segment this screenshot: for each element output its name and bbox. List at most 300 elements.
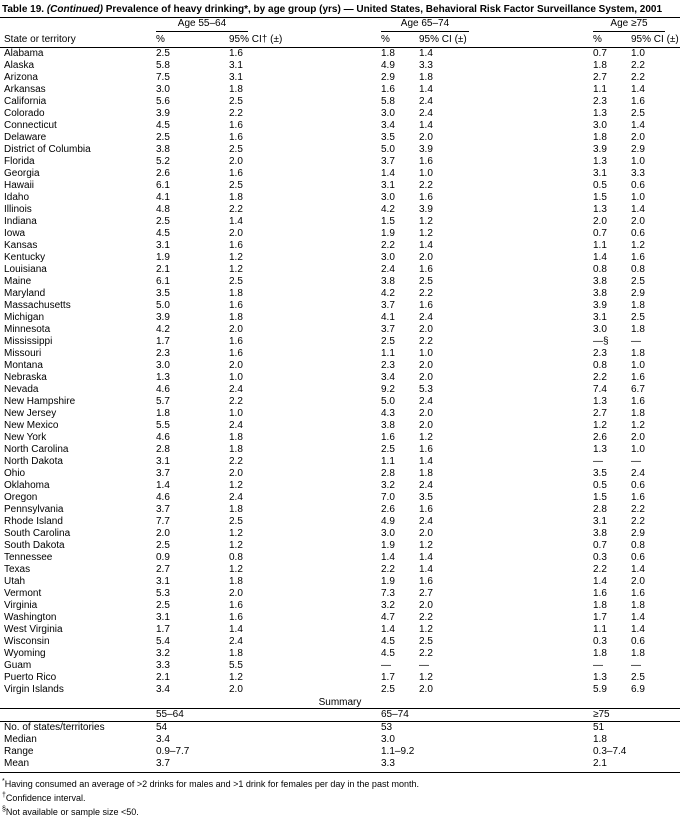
pct-65-74: 5.0 bbox=[381, 143, 395, 155]
ci-65-74: 1.4 bbox=[419, 455, 433, 467]
ci-65-74: 2.0 bbox=[419, 359, 433, 371]
pct-75-plus: 3.5 bbox=[593, 467, 607, 479]
table-title-label: Table 19. bbox=[2, 4, 45, 15]
state-name: Guam bbox=[4, 659, 32, 671]
ci-75-plus: 0.6 bbox=[631, 551, 645, 563]
state-name: Puerto Rico bbox=[4, 671, 57, 683]
ci-75-plus: 2.2 bbox=[631, 503, 645, 515]
state-name: Vermont bbox=[4, 587, 42, 599]
ci-55-64: 2.4 bbox=[229, 419, 243, 431]
pct-65-74: 4.2 bbox=[381, 203, 395, 215]
ci-65-74: 2.0 bbox=[419, 323, 433, 335]
pct-65-74: 2.9 bbox=[381, 71, 395, 83]
ci-header-1: 95% CI† (±) bbox=[225, 32, 377, 47]
ci-65-74: 2.0 bbox=[419, 407, 433, 419]
table-row bbox=[0, 372, 680, 384]
ci-65-74: 1.2 bbox=[419, 539, 433, 551]
pct-55-64: 3.4 bbox=[156, 683, 170, 695]
ci-75-plus: 2.5 bbox=[631, 311, 645, 323]
pct-65-74: 1.8 bbox=[381, 47, 395, 59]
summary-row-label: Mean bbox=[0, 758, 152, 773]
ci-65-74: 2.2 bbox=[419, 647, 433, 659]
pct-65-74: 3.0 bbox=[381, 107, 395, 119]
pct-65-74: 1.4 bbox=[381, 551, 395, 563]
pct-65-74: 3.7 bbox=[381, 155, 395, 167]
state-name: Florida bbox=[4, 155, 35, 167]
pct-65-74: 1.4 bbox=[381, 623, 395, 635]
table-row bbox=[0, 336, 680, 348]
ci-75-plus: 1.6 bbox=[631, 491, 645, 503]
ci-75-plus: 2.2 bbox=[631, 59, 645, 71]
pct-75-plus: 2.3 bbox=[593, 95, 607, 107]
table-row bbox=[0, 240, 680, 252]
pct-75-plus: 1.8 bbox=[593, 599, 607, 611]
ci-75-plus: 1.8 bbox=[631, 407, 645, 419]
pct-75-plus: 0.8 bbox=[593, 263, 607, 275]
ci-55-64: 1.4 bbox=[229, 623, 243, 635]
table-row bbox=[0, 588, 680, 600]
pct-75-plus: 0.5 bbox=[593, 179, 607, 191]
pct-55-64: 3.1 bbox=[156, 239, 170, 251]
summary-value: 1.1–9.2 bbox=[381, 746, 415, 757]
footnote-marker: § bbox=[2, 806, 6, 813]
ci-55-64: 1.6 bbox=[229, 119, 243, 131]
ci-55-64: 2.2 bbox=[229, 395, 243, 407]
table-row bbox=[0, 132, 680, 144]
pct-header-1: % bbox=[152, 32, 225, 47]
table-row bbox=[0, 384, 680, 396]
pct-55-64: 3.7 bbox=[156, 467, 170, 479]
state-name: Mississippi bbox=[4, 335, 53, 347]
ci-55-64: 1.6 bbox=[229, 167, 243, 179]
state-name: Minnesota bbox=[4, 323, 51, 335]
ci-55-64: 1.8 bbox=[229, 503, 243, 515]
pct-75-plus: 1.3 bbox=[593, 107, 607, 119]
pct-55-64: 2.5 bbox=[156, 47, 170, 59]
state-name: Utah bbox=[4, 575, 26, 587]
table-row bbox=[0, 504, 680, 516]
ci-55-64: 2.0 bbox=[229, 467, 243, 479]
pct-55-64: 2.5 bbox=[156, 539, 170, 551]
ci-75-plus: 1.4 bbox=[631, 83, 645, 95]
ci-65-74: 1.8 bbox=[419, 467, 433, 479]
ci-75-plus: 1.8 bbox=[631, 323, 645, 335]
pct-55-64: 5.8 bbox=[156, 59, 170, 71]
ci-75-plus: 1.4 bbox=[631, 611, 645, 623]
state-name: West Virginia bbox=[4, 623, 63, 635]
state-name: Arizona bbox=[4, 71, 38, 83]
pct-55-64: 3.2 bbox=[156, 647, 170, 659]
summary-row-count bbox=[0, 722, 680, 735]
table-row bbox=[0, 600, 680, 612]
pct-65-74: 7.3 bbox=[381, 587, 395, 599]
state-name: Virgin Islands bbox=[4, 683, 64, 695]
table-row bbox=[0, 252, 680, 264]
ci-55-64: 1.8 bbox=[229, 647, 243, 659]
pct-55-64: 3.0 bbox=[156, 83, 170, 95]
table-row bbox=[0, 72, 680, 84]
ci-55-64: 1.6 bbox=[229, 239, 243, 251]
ci-75-plus: 2.5 bbox=[631, 107, 645, 119]
ci-65-74: 2.0 bbox=[419, 371, 433, 383]
ci-75-plus: — bbox=[631, 335, 641, 347]
ci-65-74: 1.6 bbox=[419, 575, 433, 587]
pct-55-64: 3.9 bbox=[156, 107, 170, 119]
pct-75-plus: 1.3 bbox=[593, 395, 607, 407]
pct-65-74: 3.5 bbox=[381, 131, 395, 143]
pct-55-64: 3.1 bbox=[156, 611, 170, 623]
summary-section-title: Summary bbox=[0, 696, 680, 709]
ci-55-64: 2.0 bbox=[229, 155, 243, 167]
table-row bbox=[0, 528, 680, 540]
table-row bbox=[0, 552, 680, 564]
pct-55-64: 4.2 bbox=[156, 323, 170, 335]
pct-75-plus: 2.7 bbox=[593, 407, 607, 419]
ci-65-74: 2.0 bbox=[419, 131, 433, 143]
ci-75-plus: 2.9 bbox=[631, 287, 645, 299]
pct-75-plus: 2.0 bbox=[593, 215, 607, 227]
ci-55-64: 1.4 bbox=[229, 215, 243, 227]
state-name: Indiana bbox=[4, 215, 37, 227]
ci-55-64: 1.2 bbox=[229, 527, 243, 539]
summary-header-row bbox=[0, 709, 680, 722]
pct-65-74: 2.2 bbox=[381, 563, 395, 575]
ci-55-64: 2.0 bbox=[229, 227, 243, 239]
pct-65-74: 1.9 bbox=[381, 227, 395, 239]
pct-65-74: 1.5 bbox=[381, 215, 395, 227]
ci-55-64: 1.8 bbox=[229, 431, 243, 443]
ci-55-64: 1.0 bbox=[229, 371, 243, 383]
pct-55-64: 4.1 bbox=[156, 191, 170, 203]
age-group-header-row bbox=[0, 18, 680, 32]
ci-75-plus: 0.6 bbox=[631, 179, 645, 191]
pct-55-64: 3.1 bbox=[156, 455, 170, 467]
state-name: North Dakota bbox=[4, 455, 63, 467]
pct-65-74: 3.0 bbox=[381, 251, 395, 263]
state-name: Idaho bbox=[4, 191, 30, 203]
table-row bbox=[0, 396, 680, 408]
ci-55-64: 1.6 bbox=[229, 131, 243, 143]
summary-value: 0.3–7.4 bbox=[593, 746, 627, 757]
pct-65-74: 1.1 bbox=[381, 347, 395, 359]
ci-55-64: 2.0 bbox=[229, 587, 243, 599]
ci-65-74: 2.2 bbox=[419, 287, 433, 299]
ci-header-2: 95% CI (±) bbox=[415, 32, 589, 47]
ci-65-74: 2.0 bbox=[419, 527, 433, 539]
state-name: Pennsylvania bbox=[4, 503, 64, 515]
pct-65-74: 1.1 bbox=[381, 455, 395, 467]
ci-55-64: 3.1 bbox=[229, 71, 243, 83]
summary-table bbox=[0, 709, 680, 774]
ci-65-74: 5.3 bbox=[419, 383, 433, 395]
ci-55-64: 1.8 bbox=[229, 443, 243, 455]
pct-55-64: 4.8 bbox=[156, 203, 170, 215]
ci-65-74: 1.0 bbox=[419, 167, 433, 179]
pct-55-64: 1.8 bbox=[156, 407, 170, 419]
pct-55-64: 1.7 bbox=[156, 623, 170, 635]
ci-55-64: 2.4 bbox=[229, 383, 243, 395]
state-name: Washington bbox=[4, 611, 57, 623]
table-row bbox=[0, 540, 680, 552]
table-row bbox=[0, 480, 680, 492]
pct-55-64: 2.7 bbox=[156, 563, 170, 575]
pct-75-plus: 1.1 bbox=[593, 623, 607, 635]
ci-75-plus: 2.4 bbox=[631, 467, 645, 479]
ci-55-64: 1.0 bbox=[229, 407, 243, 419]
table-title-continued: (Continued) bbox=[46, 4, 103, 15]
pct-55-64: 2.5 bbox=[156, 599, 170, 611]
ci-75-plus: 2.0 bbox=[631, 131, 645, 143]
pct-75-plus: 1.8 bbox=[593, 131, 607, 143]
pct-55-64: 5.7 bbox=[156, 395, 170, 407]
ci-75-plus: 1.0 bbox=[631, 155, 645, 167]
table-row bbox=[0, 360, 680, 372]
pct-75-plus: 3.9 bbox=[593, 299, 607, 311]
pct-65-74: 5.8 bbox=[381, 95, 395, 107]
state-name: Michigan bbox=[4, 311, 45, 323]
ci-55-64: 1.6 bbox=[229, 611, 243, 623]
pct-65-74: 4.5 bbox=[381, 635, 395, 647]
summary-row-mean bbox=[0, 758, 680, 773]
pct-75-plus: 3.8 bbox=[593, 275, 607, 287]
ci-55-64: 1.8 bbox=[229, 191, 243, 203]
state-name: Wisconsin bbox=[4, 635, 50, 647]
pct-75-plus: 1.7 bbox=[593, 611, 607, 623]
summary-col-55-64: 55–64 bbox=[152, 709, 377, 722]
ci-75-plus: 1.6 bbox=[631, 251, 645, 263]
pct-55-64: 7.5 bbox=[156, 71, 170, 83]
ci-55-64: 1.2 bbox=[229, 563, 243, 575]
pct-65-74: 2.6 bbox=[381, 503, 395, 515]
summary-value: 53 bbox=[381, 722, 393, 733]
pct-55-64: 2.1 bbox=[156, 671, 170, 683]
ci-75-plus: 1.4 bbox=[631, 623, 645, 635]
ci-75-plus: 0.6 bbox=[631, 479, 645, 491]
pct-65-74: 3.2 bbox=[381, 479, 395, 491]
ci-65-74: 2.0 bbox=[419, 251, 433, 263]
table-row bbox=[0, 516, 680, 528]
table-row bbox=[0, 432, 680, 444]
pct-75-plus: 2.7 bbox=[593, 71, 607, 83]
footnote-not-available bbox=[2, 804, 678, 818]
table-row bbox=[0, 312, 680, 324]
pct-65-74: 3.4 bbox=[381, 119, 395, 131]
summary-row-label: Median bbox=[4, 734, 37, 745]
summary-value: 54 bbox=[156, 722, 168, 733]
ci-55-64: 2.4 bbox=[229, 635, 243, 647]
ci-75-plus: 2.2 bbox=[631, 71, 645, 83]
pct-55-64: 1.3 bbox=[156, 371, 170, 383]
table-row bbox=[0, 47, 680, 60]
ci-75-plus: 1.0 bbox=[631, 359, 645, 371]
ci-65-74: 1.2 bbox=[419, 227, 433, 239]
ci-65-74: 2.2 bbox=[419, 179, 433, 191]
pct-75-plus: 0.5 bbox=[593, 479, 607, 491]
state-name: South Carolina bbox=[4, 527, 71, 539]
footnote-text: Confidence interval. bbox=[5, 793, 86, 803]
table-row bbox=[0, 348, 680, 360]
pct-55-64: 3.8 bbox=[156, 143, 170, 155]
ci-65-74: 2.4 bbox=[419, 515, 433, 527]
ci-75-plus: 2.5 bbox=[631, 671, 645, 683]
ci-75-plus: 2.5 bbox=[631, 275, 645, 287]
ci-55-64: 2.5 bbox=[229, 515, 243, 527]
ci-header-3: 95% CI (±) bbox=[627, 32, 680, 47]
pct-65-74: 3.2 bbox=[381, 599, 395, 611]
ci-55-64: 1.2 bbox=[229, 263, 243, 275]
ci-65-74: 1.4 bbox=[419, 563, 433, 575]
state-name: Kentucky bbox=[4, 251, 46, 263]
pct-75-plus: 3.8 bbox=[593, 287, 607, 299]
table-row bbox=[0, 456, 680, 468]
state-name: California bbox=[4, 95, 47, 107]
ci-65-74: 1.4 bbox=[419, 47, 433, 59]
state-name: Colorado bbox=[4, 107, 45, 119]
ci-65-74: 1.2 bbox=[419, 671, 433, 683]
summary-col-75-plus: ≥75 bbox=[589, 709, 680, 722]
summary-value: 1.8 bbox=[593, 734, 607, 745]
table-row bbox=[0, 420, 680, 432]
ci-65-74: 2.0 bbox=[419, 599, 433, 611]
pct-65-74: 2.8 bbox=[381, 467, 395, 479]
prevalence-table bbox=[0, 18, 680, 696]
table-row bbox=[0, 672, 680, 684]
pct-75-plus: 3.1 bbox=[593, 167, 607, 179]
ci-65-74: 1.4 bbox=[419, 239, 433, 251]
pct-55-64: 2.5 bbox=[156, 215, 170, 227]
pct-65-74: 4.9 bbox=[381, 59, 395, 71]
pct-header-2: % bbox=[377, 32, 415, 47]
pct-55-64: 5.3 bbox=[156, 587, 170, 599]
pct-65-74: 5.0 bbox=[381, 395, 395, 407]
pct-55-64: 2.6 bbox=[156, 167, 170, 179]
pct-75-plus: 1.3 bbox=[593, 671, 607, 683]
state-name: Nevada bbox=[4, 383, 39, 395]
pct-55-64: 0.9 bbox=[156, 551, 170, 563]
state-name: New Mexico bbox=[4, 419, 59, 431]
ci-65-74: 3.9 bbox=[419, 203, 433, 215]
pct-55-64: 3.5 bbox=[156, 287, 170, 299]
ci-75-plus: 1.6 bbox=[631, 371, 645, 383]
table-row bbox=[0, 492, 680, 504]
ci-55-64: 3.1 bbox=[229, 59, 243, 71]
ci-55-64: 2.0 bbox=[229, 683, 243, 695]
table-row bbox=[0, 96, 680, 108]
pct-75-plus: 1.1 bbox=[593, 83, 607, 95]
pct-55-64: 2.1 bbox=[156, 263, 170, 275]
pct-65-74: 4.9 bbox=[381, 515, 395, 527]
state-name: New Jersey bbox=[4, 407, 57, 419]
state-name: Nebraska bbox=[4, 371, 47, 383]
ci-65-74: 1.6 bbox=[419, 155, 433, 167]
state-name: Rhode Island bbox=[4, 515, 63, 527]
table-row bbox=[0, 108, 680, 120]
pct-55-64: 5.2 bbox=[156, 155, 170, 167]
ci-65-74: 1.4 bbox=[419, 119, 433, 131]
pct-75-plus: 2.2 bbox=[593, 563, 607, 575]
ci-75-plus: 1.6 bbox=[631, 95, 645, 107]
ci-75-plus: 1.8 bbox=[631, 599, 645, 611]
summary-value: 3.0 bbox=[381, 734, 395, 745]
table-row bbox=[0, 408, 680, 420]
ci-65-74: 2.0 bbox=[419, 683, 433, 695]
pct-65-74: 1.9 bbox=[381, 539, 395, 551]
pct-75-plus: 1.2 bbox=[593, 419, 607, 431]
table-row bbox=[0, 144, 680, 156]
pct-65-74: 1.7 bbox=[381, 671, 395, 683]
state-name: Kansas bbox=[4, 239, 38, 251]
ci-65-74: 1.6 bbox=[419, 443, 433, 455]
pct-75-plus: —§ bbox=[593, 335, 609, 347]
state-name: Tennessee bbox=[4, 551, 53, 563]
state-name: Louisiana bbox=[4, 263, 47, 275]
empty-cell bbox=[0, 18, 152, 32]
pct-75-plus: 0.7 bbox=[593, 47, 607, 59]
summary-row-range bbox=[0, 746, 680, 758]
state-name: New York bbox=[4, 431, 47, 443]
ci-65-74: 1.4 bbox=[419, 551, 433, 563]
pct-55-64: 3.3 bbox=[156, 659, 170, 671]
ci-55-64: 2.0 bbox=[229, 359, 243, 371]
empty-cell bbox=[0, 709, 152, 722]
table-row bbox=[0, 84, 680, 96]
ci-65-74: 2.5 bbox=[419, 635, 433, 647]
pct-65-74: 1.6 bbox=[381, 83, 395, 95]
state-name: Montana bbox=[4, 359, 43, 371]
state-name: Alaska bbox=[4, 59, 35, 71]
table-row bbox=[0, 684, 680, 696]
table-row bbox=[0, 660, 680, 672]
pct-65-74: 2.5 bbox=[381, 683, 395, 695]
pct-75-plus: 3.0 bbox=[593, 119, 607, 131]
footnote-heavy-drinking bbox=[2, 776, 678, 790]
ci-65-74: 2.4 bbox=[419, 107, 433, 119]
ci-55-64: 1.6 bbox=[229, 299, 243, 311]
ci-75-plus: 1.0 bbox=[631, 443, 645, 455]
summary-row-label: No. of states/territories bbox=[4, 722, 105, 733]
state-name: Texas bbox=[4, 563, 31, 575]
pct-75-plus: 0.3 bbox=[593, 551, 607, 563]
ci-55-64: 2.2 bbox=[229, 455, 243, 467]
state-name: New Hampshire bbox=[4, 395, 76, 407]
pct-55-64: 3.0 bbox=[156, 359, 170, 371]
state-name: Missouri bbox=[4, 347, 42, 359]
table-row bbox=[0, 204, 680, 216]
pct-65-74: 3.7 bbox=[381, 323, 395, 335]
pct-55-64: 1.7 bbox=[156, 335, 170, 347]
pct-65-74: 4.7 bbox=[381, 611, 395, 623]
ci-75-plus: 1.8 bbox=[631, 299, 645, 311]
pct-65-74: 3.1 bbox=[381, 179, 395, 191]
pct-65-74: 1.4 bbox=[381, 167, 395, 179]
age-group-65-74: Age 65–74 bbox=[381, 18, 469, 32]
table-row bbox=[0, 192, 680, 204]
ci-75-plus: 6.7 bbox=[631, 383, 645, 395]
state-name: Alabama bbox=[4, 47, 44, 59]
pct-65-74: 2.2 bbox=[381, 239, 395, 251]
table-row bbox=[0, 228, 680, 240]
pct-75-plus: 2.2 bbox=[593, 371, 607, 383]
ci-55-64: 1.2 bbox=[229, 251, 243, 263]
ci-75-plus: 0.8 bbox=[631, 263, 645, 275]
pct-75-plus: 2.8 bbox=[593, 503, 607, 515]
footnotes bbox=[0, 773, 680, 818]
pct-55-64: 2.0 bbox=[156, 527, 170, 539]
ci-65-74: 1.6 bbox=[419, 263, 433, 275]
pct-55-64: 3.9 bbox=[156, 311, 170, 323]
pct-75-plus: 5.9 bbox=[593, 683, 607, 695]
ci-55-64: 1.2 bbox=[229, 479, 243, 491]
